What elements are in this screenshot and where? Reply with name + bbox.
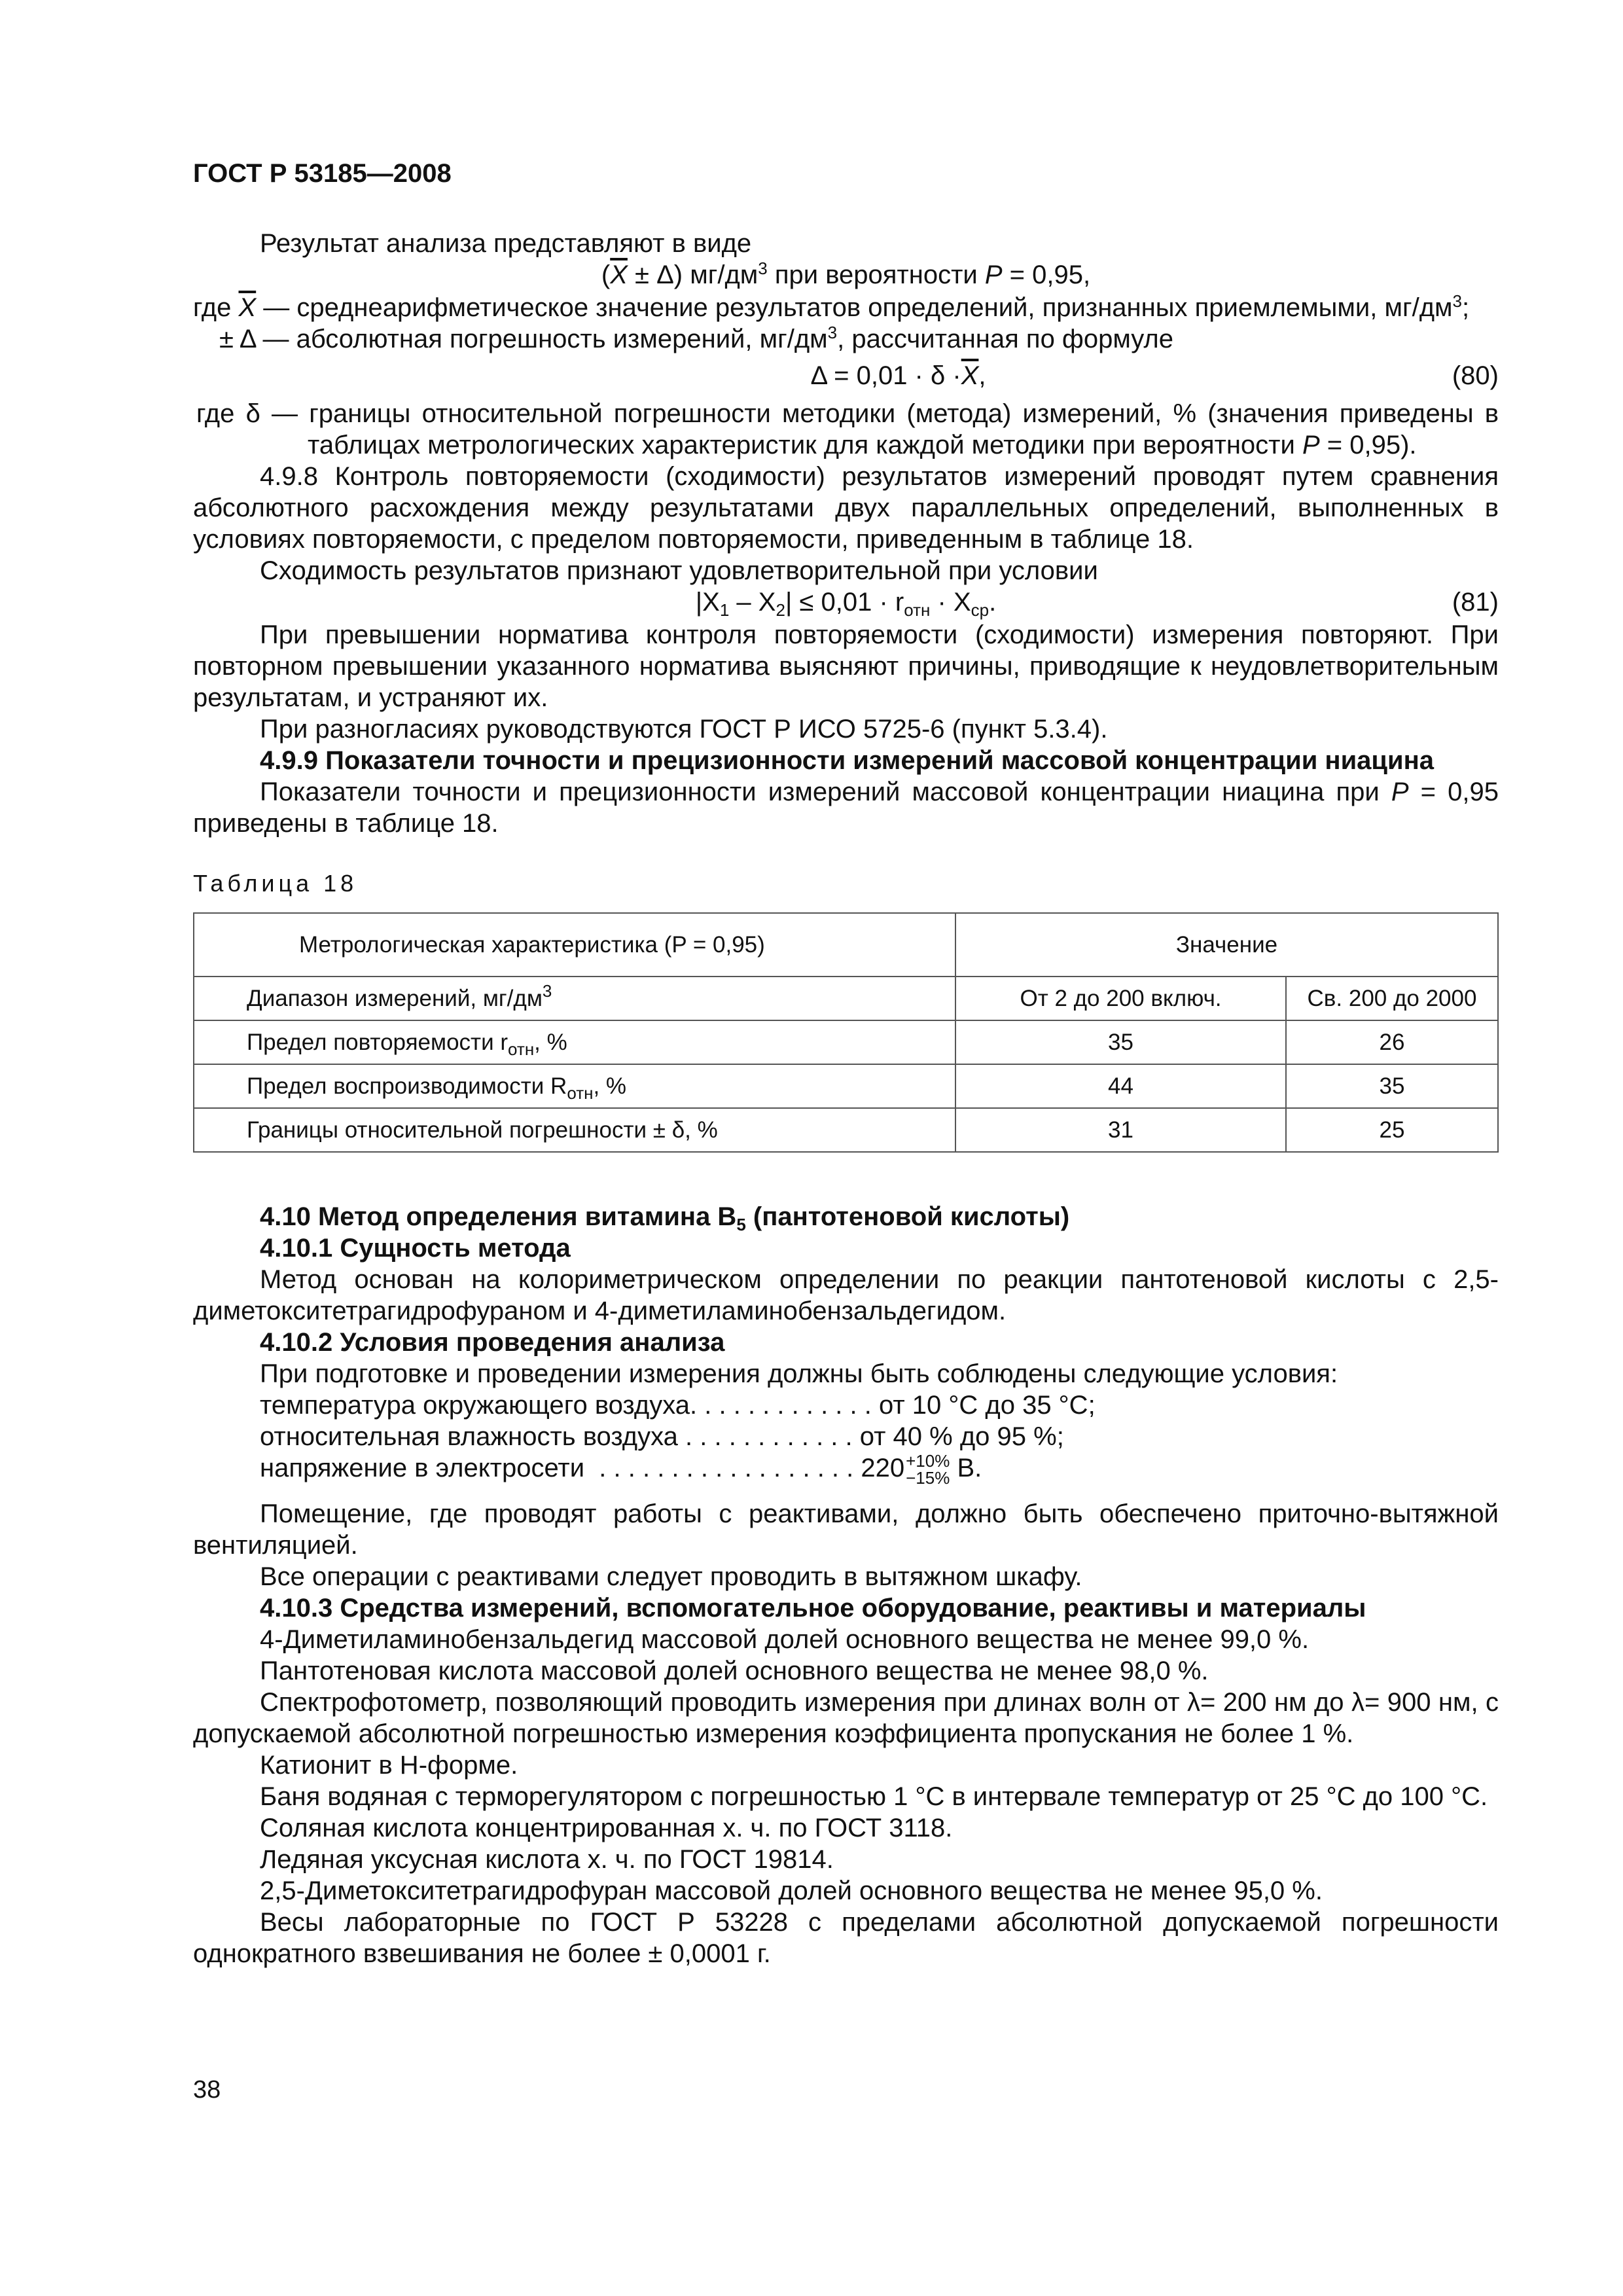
- formula-81: $|X_1 - X_2| \le 0,01 \cdot r_{отн} \cdot X_{ср}$. (81): [695, 588, 1499, 620]
- paragraph: При превышении норматива контроля повторяемости (сходимости) измерения повторяют. При повторном превышении указанного норматива выясняют причины, приводящие к неудовлетворительным результатам, и устраняют их.: [193, 620, 1499, 712]
- document-header: ГОСТ Р 53185—2008: [193, 159, 452, 188]
- paragraph: Результат анализа представляют в виде: [260, 229, 752, 258]
- formula-number: (80): [1452, 361, 1499, 390]
- where-line-delta: ± Δ — абсолютная погрешность измерений, $мг/дм^3$, рассчитанная по формуле: [219, 323, 1173, 353]
- table-header-row: [194, 913, 1498, 977]
- paragraph: При разногласиях руководствуются ГОСТ Р ИСО 5725-6 (пункт 5.3.4).: [260, 715, 1108, 744]
- heading-4-10: 4.10 Метод определения витамина $В_5$ (пантотеновой кислоты): [260, 1202, 1070, 1234]
- condition-item: относительная влажность воздуха . . . . . . . . . . . . от 40 % до 95 %;: [260, 1422, 1064, 1451]
- paragraph: Сходимость результатов признают удовлетворительной при условии: [260, 556, 1098, 585]
- paragraph: При подготовке и проведении измерения должны быть соблюдены следующие условия:: [260, 1359, 1338, 1388]
- list-item: Баня водяная с терморегулятором с погрешностью 1 °С в интервале температур от 25 °С до 100 °С.: [260, 1782, 1488, 1812]
- list-item: Ледяная уксусная кислота х. ч. по ГОСТ 19814.: [260, 1845, 834, 1874]
- formula-80: $\Delta = 0,01 \cdot \delta \cdot\overline{X}$, (80): [810, 361, 1499, 390]
- list-item: 2,5-Диметокситетрагидрофуран массовой долей основного вещества не менее 95,0 %.: [260, 1876, 1323, 1906]
- list-item: Весы лабораторные по ГОСТ Р 53228 с пределами абсолютной допускаемой погрешности однократного взвешивания не более ± 0,0001 г.: [193, 1908, 1499, 1969]
- list-item: Спектрофотометр, позволяющий проводить измерения при длинах волн от λ= 200 нм до λ= 900 нм, с допускаемой абсолютной погрешностью измерения коэффициента пропускания не более 1 %.: [193, 1688, 1499, 1749]
- heading-4-10-3: 4.10.3 Средства измерений, вспомогательное оборудование, реактивы и материалы: [260, 1594, 1366, 1623]
- formula-number: (81): [1452, 588, 1499, 617]
- table-row: Границы относительной погрешности ± δ, % 31 25: [194, 1108, 1498, 1152]
- condition-item: температура окружающего воздуха. . . . . . . . . . . . . от 10 °С до 35 °С;: [260, 1391, 1096, 1420]
- table-row: Предел повторяемости $r_{отн}$, % 35 26: [194, 1020, 1498, 1064]
- paragraph: Помещение, где проводят работы с реактивами, должно быть обеспечено приточно-вытяжной вентиляцией.: [193, 1499, 1499, 1560]
- document-body: [193, 228, 1499, 1969]
- list-item: Соляная кислота концентрированная х. ч. по ГОСТ 3118.: [260, 1814, 953, 1843]
- metrology-table: [193, 912, 1499, 1153]
- table-row: Предел воспроизводимости $R_{отн}$, % 44 35: [194, 1064, 1498, 1108]
- heading-4-10-1: 4.10.1 Сущность метода: [260, 1234, 571, 1263]
- table-caption: Таблица 18: [193, 870, 358, 897]
- paragraph-4-9-8: 4.9.8 Контроль повторяемости (сходимости) результатов измерений проводят путем сравнения абсолютного расхождения между результатами двух параллельных определений, выполненных в условиях повторяемости, с пределом повторяемости, приведенным в таблице 18.: [193, 462, 1499, 554]
- paragraph: Метод основан на колориметрическом определении по реакции пантотеновой кислоты с 2,5-диметокситетрагидрофураном и 4-диметиламинобензальдегидом.: [193, 1265, 1499, 1325]
- list-item: 4-Диметиламинобензальдегид массовой долей основного вещества не менее 99,0 %.: [260, 1625, 1310, 1655]
- where-line-deltasmall: где δ — границы относительной погрешности методики (метода) измерений, % (значения приведены в таблицах метрологических характеристик для каждой методики при вероятности P = 0,95).: [196, 399, 1499, 459]
- table-header-cell: Метрологическая характеристика (P = 0,95): [194, 913, 955, 977]
- table-row: Диапазон измерений, $мг/дм^3$ От 2 до 200 включ. Св. 200 до 2000: [194, 977, 1498, 1020]
- heading-4-10-2: 4.10.2 Условия проведения анализа: [260, 1328, 725, 1357]
- paragraph: Показатели точности и прецизионности измерений массовой концентрации ниацина при P = 0,95 приведены в таблице 18.: [193, 778, 1499, 838]
- paragraph: Все операции с реактивами следует проводить в вытяжном шкафу.: [260, 1562, 1082, 1592]
- heading-4-9-9: 4.9.9 Показатели точности и прецизионности измерений массовой концентрации ниацина: [260, 746, 1434, 775]
- formula-result: $(\overline{X} \pm \Delta)$ $мг/дм^3$ при вероятности P = 0,95,: [601, 259, 1091, 289]
- table-header-cell: Значение: [955, 913, 1498, 977]
- condition-item: напряжение в электросети . . . . . . . . . . . . . . . . . . 220+10% −15% В.: [260, 1451, 982, 1488]
- page-number: 38: [193, 2076, 221, 2104]
- where-line-x: где $\overline{X}$ — среднеарифметическое значение результатов определений, признанных приемлемыми, $мг/дм^3$;: [193, 291, 1470, 322]
- list-item: Пантотеновая кислота массовой долей основного вещества не менее 98,0 %.: [260, 1657, 1209, 1686]
- list-item: Катионит в Н-форме.: [260, 1751, 518, 1780]
